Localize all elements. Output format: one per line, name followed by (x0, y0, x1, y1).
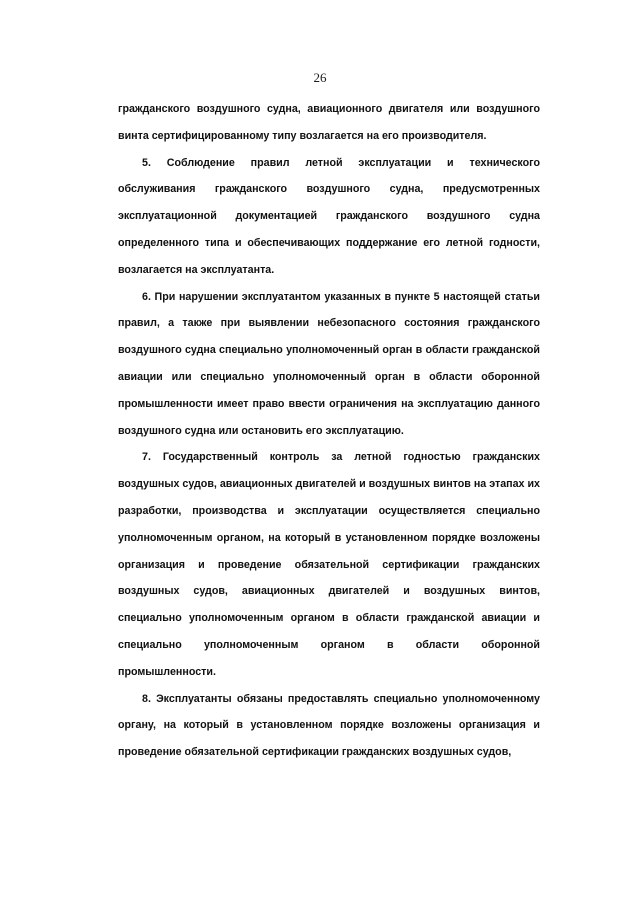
paragraph-5: 5. Соблюдение правил летной эксплуатации и технического обслуживания гражданского воздушного судна, предусмотренных эксплуатационной документацией гражданского воздушного судна определенного типа и обеспечивающих поддержание его летной годности, возлагается на эксплуатанта. (118, 156, 540, 276)
document-body (118, 96, 540, 766)
page-number: 26 (313, 70, 327, 85)
paragraph-continuation: гражданского воздушного судна, авиационного двигателя или воздушного винта сертифицированному типу возлагается на его производителя. (118, 103, 540, 142)
paragraph-7: 7. Государственный контроль за летной годностью гражданских воздушных судов, авиационных двигателей и воздушных винтов на этапах их разработки, производства и эксплуатации осуществляется специально уполномоченным органом, на который в установленном порядке возложены организация и проведение обязательной сертификации гражданских воздушных судов, авиационных двигателей и воздушных винтов, специально уполномоченным органом в области гражданской авиации и специально уполномоченным органом в области оборонной промышленности. (118, 451, 540, 678)
paragraph-6: 6. При нарушении эксплуатантом указанных в пункте 5 настоящей статьи правил, а также при выявлении небезопасного состояния гражданского воздушного судна специально уполномоченный орган в области гражданской авиации или специально уполномоченный орган в области оборонной промышленности имеет право ввести ограничения на эксплуатацию данного воздушного судна или остановить его эксплуатацию. (118, 290, 540, 437)
paragraph-8: 8. Эксплуатанты обязаны предоставлять специально уполномоченному органу, на который в установленном порядке возложены организация и проведение обязательной сертификации гражданских воздушных судов, (118, 692, 540, 759)
